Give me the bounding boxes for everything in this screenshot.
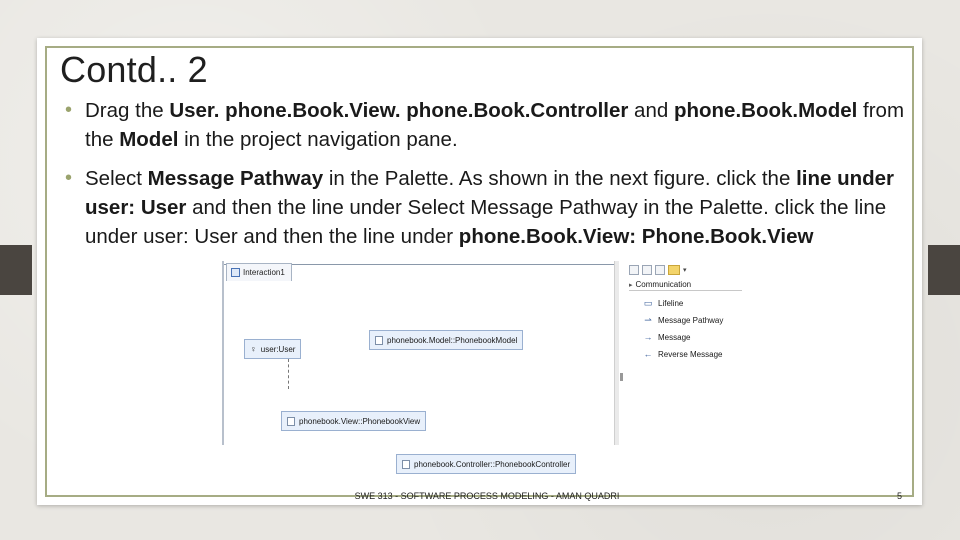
right-side-tab xyxy=(928,245,960,295)
lifeline-model-label: phonebook.Model::PhonebookModel xyxy=(387,335,518,345)
palette-item-label: Lifeline xyxy=(658,298,684,308)
lifeline-view-label: phonebook.View::PhonebookView xyxy=(299,416,421,426)
reverse-message-icon: ← xyxy=(643,349,653,359)
bullet-dot-icon: • xyxy=(65,167,73,189)
lifeline-view[interactable] xyxy=(281,411,426,431)
lifeline-model[interactable] xyxy=(369,330,523,350)
collapse-icon: ▸ xyxy=(629,281,633,289)
lifeline-user-label: user:User xyxy=(260,344,296,354)
user-lifeline-line[interactable] xyxy=(288,359,289,389)
zoom-in-icon[interactable] xyxy=(642,265,652,275)
bullet-dot-icon: • xyxy=(65,99,73,121)
slide-title: Contd.. 2 xyxy=(60,49,208,90)
palette-item-label: Reverse Message xyxy=(658,349,723,359)
left-side-tab xyxy=(0,245,32,295)
lifeline-user[interactable] xyxy=(244,339,301,359)
bullet-2-bold-3: phone.Book.View: Phone.Book.View xyxy=(458,225,814,248)
palette-item-reverse-message[interactable] xyxy=(643,348,722,360)
bullet-2-text-3: and then the line under Select Message Pathway in the Palette. click the line under user: User and then the line under xyxy=(85,196,887,248)
bullet-item-2 xyxy=(65,164,907,251)
slide-footer: SWE 313 - SOFTWARE PROCESS MODELING - AMAN QUADRI xyxy=(354,491,620,501)
message-pathway-icon: ⇀ xyxy=(644,314,652,325)
select-tool-icon[interactable] xyxy=(629,265,639,275)
lifeline-icon: ▭ xyxy=(643,297,653,308)
slide xyxy=(37,38,922,505)
bullet-1-text-2: and xyxy=(628,99,674,122)
palette-item-label: Message xyxy=(658,332,691,342)
palette-drawer-communication[interactable] xyxy=(629,279,742,291)
bullet-2-bold-1: Message Pathway xyxy=(147,167,324,190)
tab-interaction1[interactable] xyxy=(226,263,292,281)
palette-item-label: Message Pathway xyxy=(658,315,724,325)
bullet-1-text-4: in the project navigation pane. xyxy=(178,128,458,151)
class-icon xyxy=(287,417,295,426)
bullet-2-text-2: in the Palette. As shown in the next figure. click the xyxy=(323,167,797,190)
bullet-1-bold-2: phone.Book.Model xyxy=(673,99,858,122)
bullet-1-bold-1: User. phone.Book.View. phone.Book.Controller xyxy=(169,99,629,122)
zoom-out-icon[interactable] xyxy=(655,265,665,275)
bullet-item-1 xyxy=(65,96,907,154)
bullet-2-bold-2: line under user: User xyxy=(85,167,895,219)
bullet-1-bold-3: Model xyxy=(119,128,179,151)
palette-header-label: Communication xyxy=(635,280,692,289)
diagram-canvas[interactable] xyxy=(222,261,617,469)
palette-item-message[interactable] xyxy=(643,331,690,343)
bullet-1-text-1: Drag the xyxy=(85,99,170,122)
tab-label: Interaction1 xyxy=(243,268,285,277)
page-number: 5 xyxy=(896,491,902,501)
message-arrow-icon: → xyxy=(643,332,653,342)
palette-item-message-pathway[interactable] xyxy=(643,314,723,326)
palette-item-lifeline[interactable] xyxy=(643,297,683,309)
chevron-down-icon[interactable]: ▾ xyxy=(683,267,687,274)
canvas-scrollbar[interactable] xyxy=(614,261,619,445)
diagram-icon xyxy=(231,268,240,277)
class-icon xyxy=(402,460,410,469)
lifeline-controller[interactable] xyxy=(396,454,576,474)
diagram-screenshot xyxy=(222,261,742,469)
class-icon xyxy=(375,336,383,345)
folder-icon[interactable] xyxy=(668,265,680,275)
lifeline-controller-label: phonebook.Controller::PhonebookController xyxy=(414,459,571,469)
scroll-marker xyxy=(620,373,623,381)
palette-toolbar xyxy=(629,264,687,276)
actor-icon: ♀ xyxy=(250,344,257,354)
palette-panel xyxy=(625,261,742,445)
bullet-2-text-1: Select xyxy=(85,167,148,190)
bullet-list xyxy=(65,96,907,261)
bullet-1-text-3: from the xyxy=(85,99,905,151)
